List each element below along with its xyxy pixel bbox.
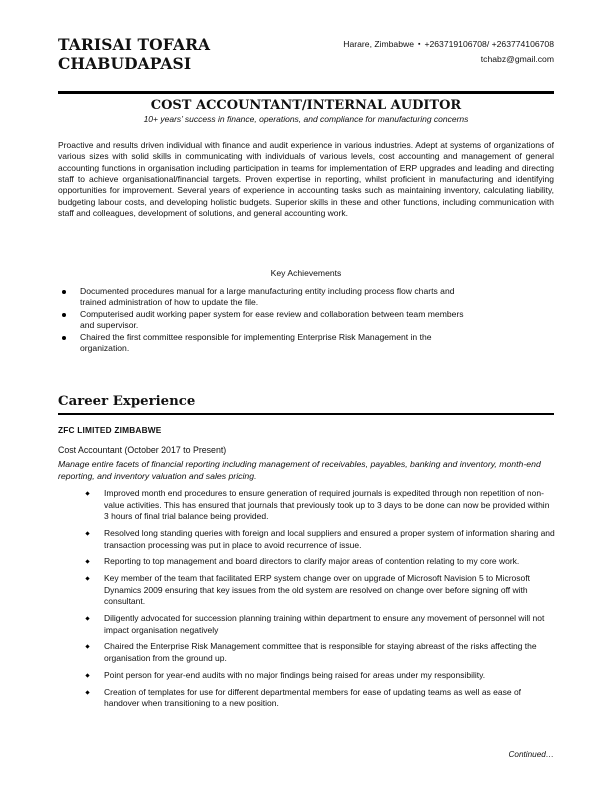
responsibility-text: Resolved long standing queries with foreign and local suppliers and ensured a proper system of information sharing and transaction processing was put in place to avoid recurrence of issue. — [104, 527, 555, 550]
list-item — [58, 309, 478, 332]
career-experience-heading: Career Experience — [58, 394, 196, 409]
responsibility-text: Creation of templates for use for different departmental members for ease of updating teams as well as ease of handover when transitioning to a new position. — [104, 686, 522, 709]
location: Harare, Zimbabwe — [343, 39, 414, 49]
list-item — [84, 641, 556, 664]
continued-note: Continued… — [508, 750, 554, 759]
contact-line-1 — [343, 38, 554, 53]
job-description: Manage entire facets of financial reporting including management of receivables, payables, banking and inventory, month-end reporting, and inventory valuation and sales pricing. — [58, 459, 541, 482]
diamond-bullet-icon — [85, 531, 89, 535]
responsibility-text: Key member of the team that facilitated ERP system change over on upgrade of Microsoft Navision 5 to Microsoft Dynamics 2009 ensuring that key issues from the old system are resolved on change over before signing off with consultant. — [104, 573, 530, 607]
professional-summary: Proactive and results driven individual with finance and audit experience in various industries. Adept at systems of organizations of various sizes with solid skills in communicating with individuals of various levels, cost accounting and management of general accounting functions in organisation including participation in teams for implementation of ERP upgrades and leading and directing staff to achieve organisational/financial targets. Proven expertise in reporting, whilst proficient in manufacturing and identifying opportunities for improvement. Several years of experience in accounting tasks such as maintaining inventory, calculating liability, budgeting labour costs, and developing holistic budgets. Superior skills in these and other functions, including communication with staff and colleagues, development of solutions, and general accounting work. — [58, 140, 554, 219]
list-item — [58, 332, 478, 355]
list-item — [58, 286, 478, 309]
responsibility-text: Point person for year-end audits with no major findings being raised for areas under my responsibility. — [104, 669, 486, 680]
diamond-bullet-icon — [85, 491, 89, 495]
key-achievements-heading: Key Achievements — [270, 268, 342, 278]
bullet-icon — [62, 290, 66, 294]
list-item — [84, 556, 556, 568]
list-item — [84, 573, 556, 608]
job-responsibilities-list — [84, 488, 556, 715]
headline-tagline: 10+ years’ success in finance, operations, and compliance for manufacturing concerns — [143, 114, 469, 124]
diamond-bullet-icon — [85, 616, 89, 620]
responsibility-text: Chaired the Enterprise Risk Management committee that is responsible for staying abreast of the risks affecting the organisation from the ground up. — [104, 641, 537, 664]
bullet-icon — [62, 313, 66, 317]
responsibility-text: Reporting to top management and board directors to clarify major areas of contention relating to my core work. — [104, 556, 520, 567]
responsibility-text: Diligently advocated for succession planning training within department to ensure any movement of personnel will not impact organisation negatively — [104, 613, 545, 635]
achievement-text: Chaired the first committee responsible for implementing Enterprise Risk Management in the organization. — [80, 331, 432, 354]
bullet-icon — [62, 336, 66, 340]
diamond-bullet-icon — [85, 645, 89, 649]
phone-numbers: +263719106708/ +263774106708 — [424, 39, 554, 49]
job-role: Cost Accountant (October 2017 to Present) — [58, 445, 227, 455]
name-line-1: TARISAI TOFARA — [58, 35, 211, 54]
diamond-bullet-icon — [85, 690, 89, 694]
candidate-name — [58, 35, 210, 73]
company-name: ZFC LIMITED ZIMBABWE — [58, 425, 162, 435]
diamond-bullet-icon — [85, 577, 89, 581]
name-line-2: CHABUDAPASI — [58, 54, 192, 73]
list-item — [84, 613, 556, 636]
list-item — [84, 528, 556, 551]
header-divider — [58, 91, 554, 94]
diamond-bullet-icon — [85, 560, 89, 564]
square-bullet-icon: ▪ — [417, 41, 421, 48]
responsibility-text: Improved month end procedures to ensure generation of required journals is expedited through non repetition of non-value activities. This has ensured that journals that previously took up to 3 days to be done can now be provided within 3 hours of final trial balance being provided. — [104, 488, 550, 522]
contact-block — [343, 38, 554, 65]
email: tchabz@gmail.com — [480, 53, 554, 64]
section-divider — [58, 413, 554, 415]
achievement-text: Computerised audit working paper system for ease review and collaboration between team members and supervisor. — [80, 308, 464, 331]
key-achievements-list — [58, 286, 478, 354]
list-item — [84, 488, 556, 523]
list-item — [84, 687, 556, 710]
diamond-bullet-icon — [85, 673, 89, 677]
achievement-text: Documented procedures manual for a large manufacturing entity including process flow charts and trained administration of how to update the file. — [80, 286, 455, 308]
headline-title: COST ACCOUNTANT/INTERNAL AUDITOR — [150, 98, 462, 113]
list-item — [84, 670, 556, 682]
